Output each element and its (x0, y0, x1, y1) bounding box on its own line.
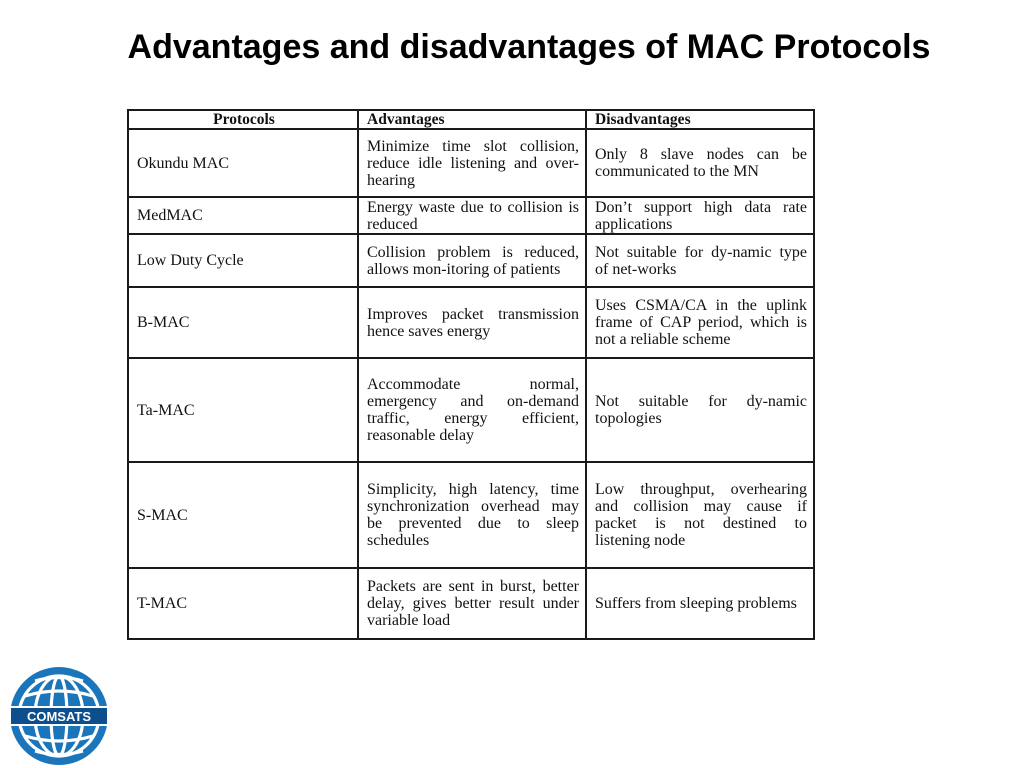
protocol-cell: T-MAC (128, 568, 358, 639)
protocol-cell: B-MAC (128, 287, 358, 358)
header-disadvantages: Disadvantages (586, 110, 814, 129)
table-row (128, 197, 814, 234)
protocol-cell: Okundu MAC (128, 129, 358, 197)
table-row (128, 462, 814, 568)
table-row (128, 568, 814, 639)
advantages-cell: Minimize time slot collision, reduce idle listening and over-hearing (358, 129, 586, 197)
advantages-cell: Energy waste due to collision is reduced (358, 197, 586, 234)
table-row (128, 287, 814, 358)
header-protocols: Protocols (128, 110, 358, 129)
disadvantages-cell: Uses CSMA/CA in the uplink frame of CAP period, which is not a reliable scheme (586, 287, 814, 358)
disadvantages-cell: Only 8 slave nodes can be communicated to the MN (586, 129, 814, 197)
advantages-cell: Packets are sent in burst, better delay, gives better result under variable load (358, 568, 586, 639)
protocol-cell: S-MAC (128, 462, 358, 568)
advantages-cell: Accommodate normal, emergency and on-demand traffic, energy efficient, reasonable delay (358, 358, 586, 462)
disadvantages-cell: Low throughput, overhearing and collision may cause if packet is not destined to listening node (586, 462, 814, 568)
protocol-cell: Low Duty Cycle (128, 234, 358, 287)
table-header-row (128, 110, 814, 129)
disadvantages-cell: Suffers from sleeping problems (586, 568, 814, 639)
disadvantages-cell: Not suitable for dy-namic type of net-works (586, 234, 814, 287)
advantages-cell: Collision problem is reduced, allows mon-itoring of patients (358, 234, 586, 287)
logo-text: COMSATS (26, 709, 92, 724)
table-row (128, 358, 814, 462)
table-row (128, 129, 814, 197)
disadvantages-cell: Don’t support high data rate applications (586, 197, 814, 234)
comsats-logo (7, 664, 111, 768)
advantages-cell: Improves packet transmission hence saves energy (358, 287, 586, 358)
table-row (128, 234, 814, 287)
comparison-table-container (127, 109, 813, 638)
protocol-cell: MedMAC (128, 197, 358, 234)
mac-protocol-comparison-table (127, 109, 815, 640)
advantages-cell: Simplicity, high latency, time synchronization overhead may be prevented due to sleep schedules (358, 462, 586, 568)
slide-title: Advantages and disadvantages of MAC Protocols (127, 28, 931, 66)
disadvantages-cell: Not suitable for dy-namic topologies (586, 358, 814, 462)
header-advantages: Advantages (358, 110, 586, 129)
protocol-cell: Ta-MAC (128, 358, 358, 462)
